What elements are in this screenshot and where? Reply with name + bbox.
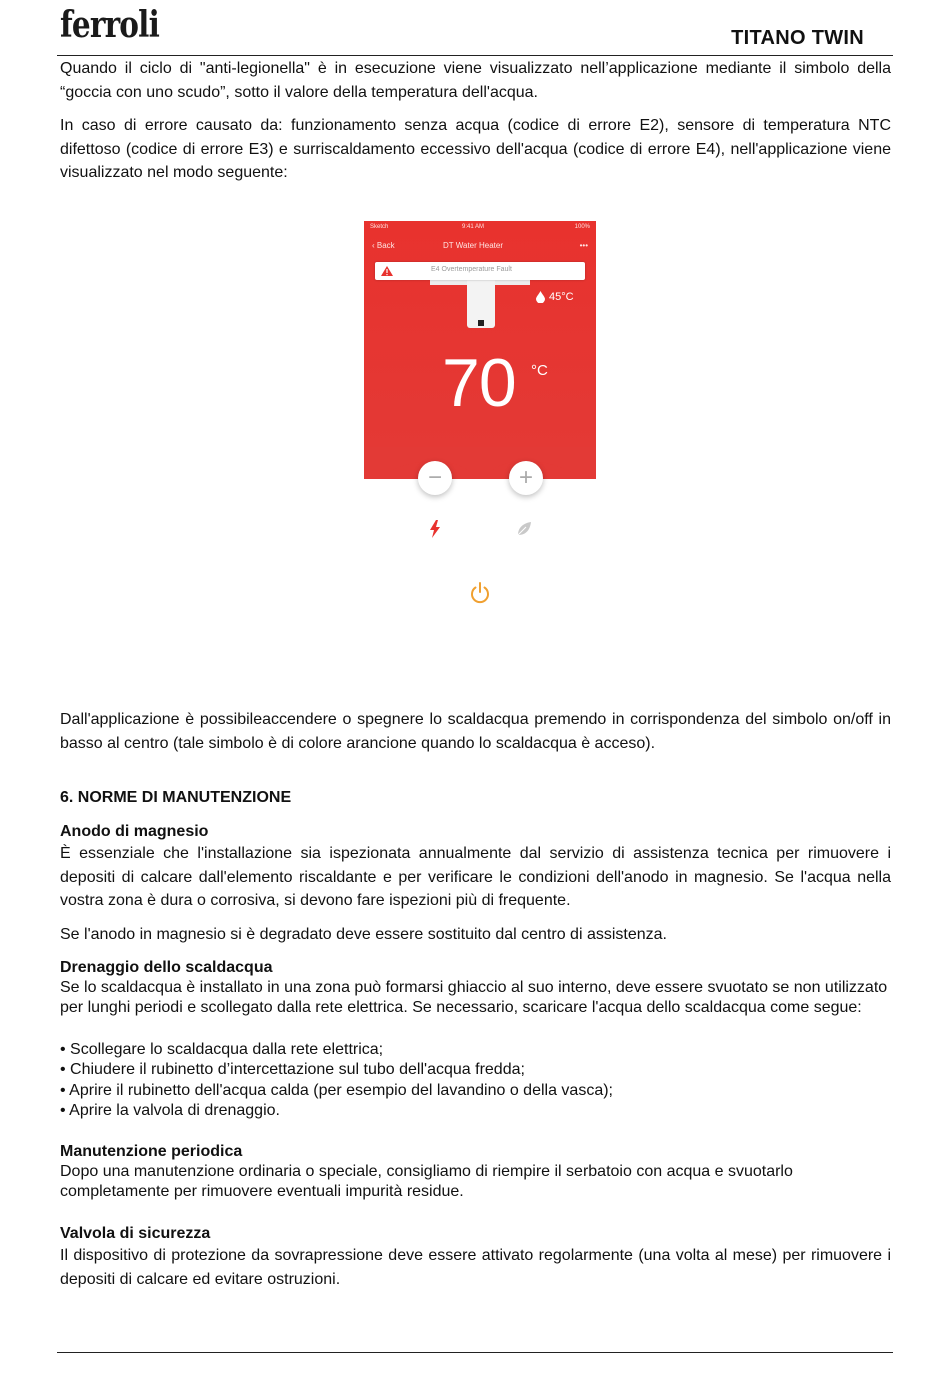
increase-temperature-button[interactable]: + — [509, 461, 543, 495]
app-nav-bar — [364, 241, 596, 255]
error-alert-text: E4 Overtemperature Fault — [431, 266, 512, 273]
anode-paragraph-2: Se l'anodo in magnesio si è degradato deve essere sostituito dal centro di assistenza. — [60, 926, 667, 943]
leaf-icon[interactable] — [516, 521, 532, 537]
list-item: • Chiudere il rubinetto d’intercettazione sul tubo dell'acqua fredda; — [60, 1060, 891, 1080]
drain-paragraph: Se lo scaldacqua è installato in una zona può formarsi ghiaccio al suo interno, deve essere svuotato se non utilizzato per lunghi periodi e scollegato dalla rete elettrica. Se necessario, scaricare l'acqua dello scaldacqua come segue: — [60, 979, 888, 1017]
section-title: 6. NORME DI MANUTENZIONE — [60, 789, 292, 806]
status-carrier: Sketch — [370, 224, 389, 230]
decrease-temperature-button[interactable]: − — [418, 461, 452, 495]
valve-heading: Valvola di sicurezza — [60, 1225, 211, 1242]
model-name: TITANO TWIN — [731, 27, 864, 49]
power-icon[interactable] — [469, 581, 491, 605]
intro-paragraph-2: In caso di errore causato da: funzionamento senza acqua (codice di errore E2), sensore di temperatura NTC difettoso (codice di errore E3) e surriscaldamento eccessivo dell'acqua (codice di errore E4), nell'applicazione viene visualizzato nel modo seguente: — [60, 117, 891, 181]
app-screen-background — [364, 221, 596, 479]
app-screenshot — [364, 221, 596, 621]
heater-indicator — [478, 320, 484, 326]
list-item: • Aprire il rubinetto dell'acqua calda (per esempio del lavandino o della vasca); — [60, 1081, 891, 1101]
footer-divider — [57, 1352, 893, 1353]
header-divider — [57, 55, 893, 56]
periodic-heading: Manutenzione periodica — [60, 1143, 243, 1160]
drain-steps-list — [60, 1040, 891, 1121]
lightning-icon[interactable] — [429, 520, 441, 538]
status-battery: 100% — [574, 224, 590, 230]
drain-heading: Drenaggio dello scaldacqua — [60, 959, 273, 976]
error-alert-banner[interactable] — [375, 262, 585, 280]
periodic-paragraph: Dopo una manutenzione ordinaria o speciale, consigliamo di riempire il serbatoio con acqua e svuotarlo completamente per rimuovere eventuali impurità residue. — [60, 1163, 793, 1201]
status-time: 9:41 AM — [462, 224, 485, 230]
anode-heading: Anodo di magnesio — [60, 823, 209, 840]
valve-paragraph: Il dispositivo di protezione da sovrapressione deve essere attivato regolarmente (una volta al mese) per rimuovere i depositi di calcare ed evitare ostruzioni. — [60, 1247, 891, 1288]
list-item: • Aprire la valvola di drenaggio. — [60, 1101, 891, 1121]
wave-divider — [364, 447, 596, 507]
anode-paragraph-1: È essenziale che l'installazione sia ispezionata annualmente dal servizio di assistenza tecnica per rimuovere i depositi di calcare dall'elemento riscaldante e per verificare le condizioni dell'anodo in magnesio. Se l'acqua nella vostra zona è dura o corrosiva, si devono fare ispezioni più di frequente. — [60, 845, 891, 909]
list-item: • Scollegare lo scaldacqua dalla rete elettrica; — [60, 1040, 891, 1060]
set-temperature: 70 — [442, 345, 516, 421]
status-bar — [370, 224, 590, 234]
tank-temperature: 45°C — [549, 291, 574, 303]
water-drop-icon — [536, 291, 545, 303]
app-title: DT Water Heater — [443, 241, 504, 250]
back-button[interactable]: ‹ Back — [372, 241, 395, 250]
brand-logo: ferroli — [60, 4, 159, 46]
more-menu-button[interactable]: ••• — [579, 241, 588, 250]
intro-paragraph-1: Quando il ciclo di "anti-legionella" è in esecuzione viene visualizzato nell’applicazione mediante il simbolo della “goccia con uno scudo”, sotto il valore della temperatura dell'acqua. — [60, 60, 891, 101]
set-temperature-unit: °C — [531, 362, 548, 379]
warning-icon — [381, 266, 393, 276]
onoff-paragraph: Dall'applicazione è possibileaccendere o spegnere lo scaldacqua premendo in corrispondenza del simbolo on/off in basso al centro (tale simbolo è di colore arancione quando lo scaldacqua è acceso). — [60, 711, 891, 752]
